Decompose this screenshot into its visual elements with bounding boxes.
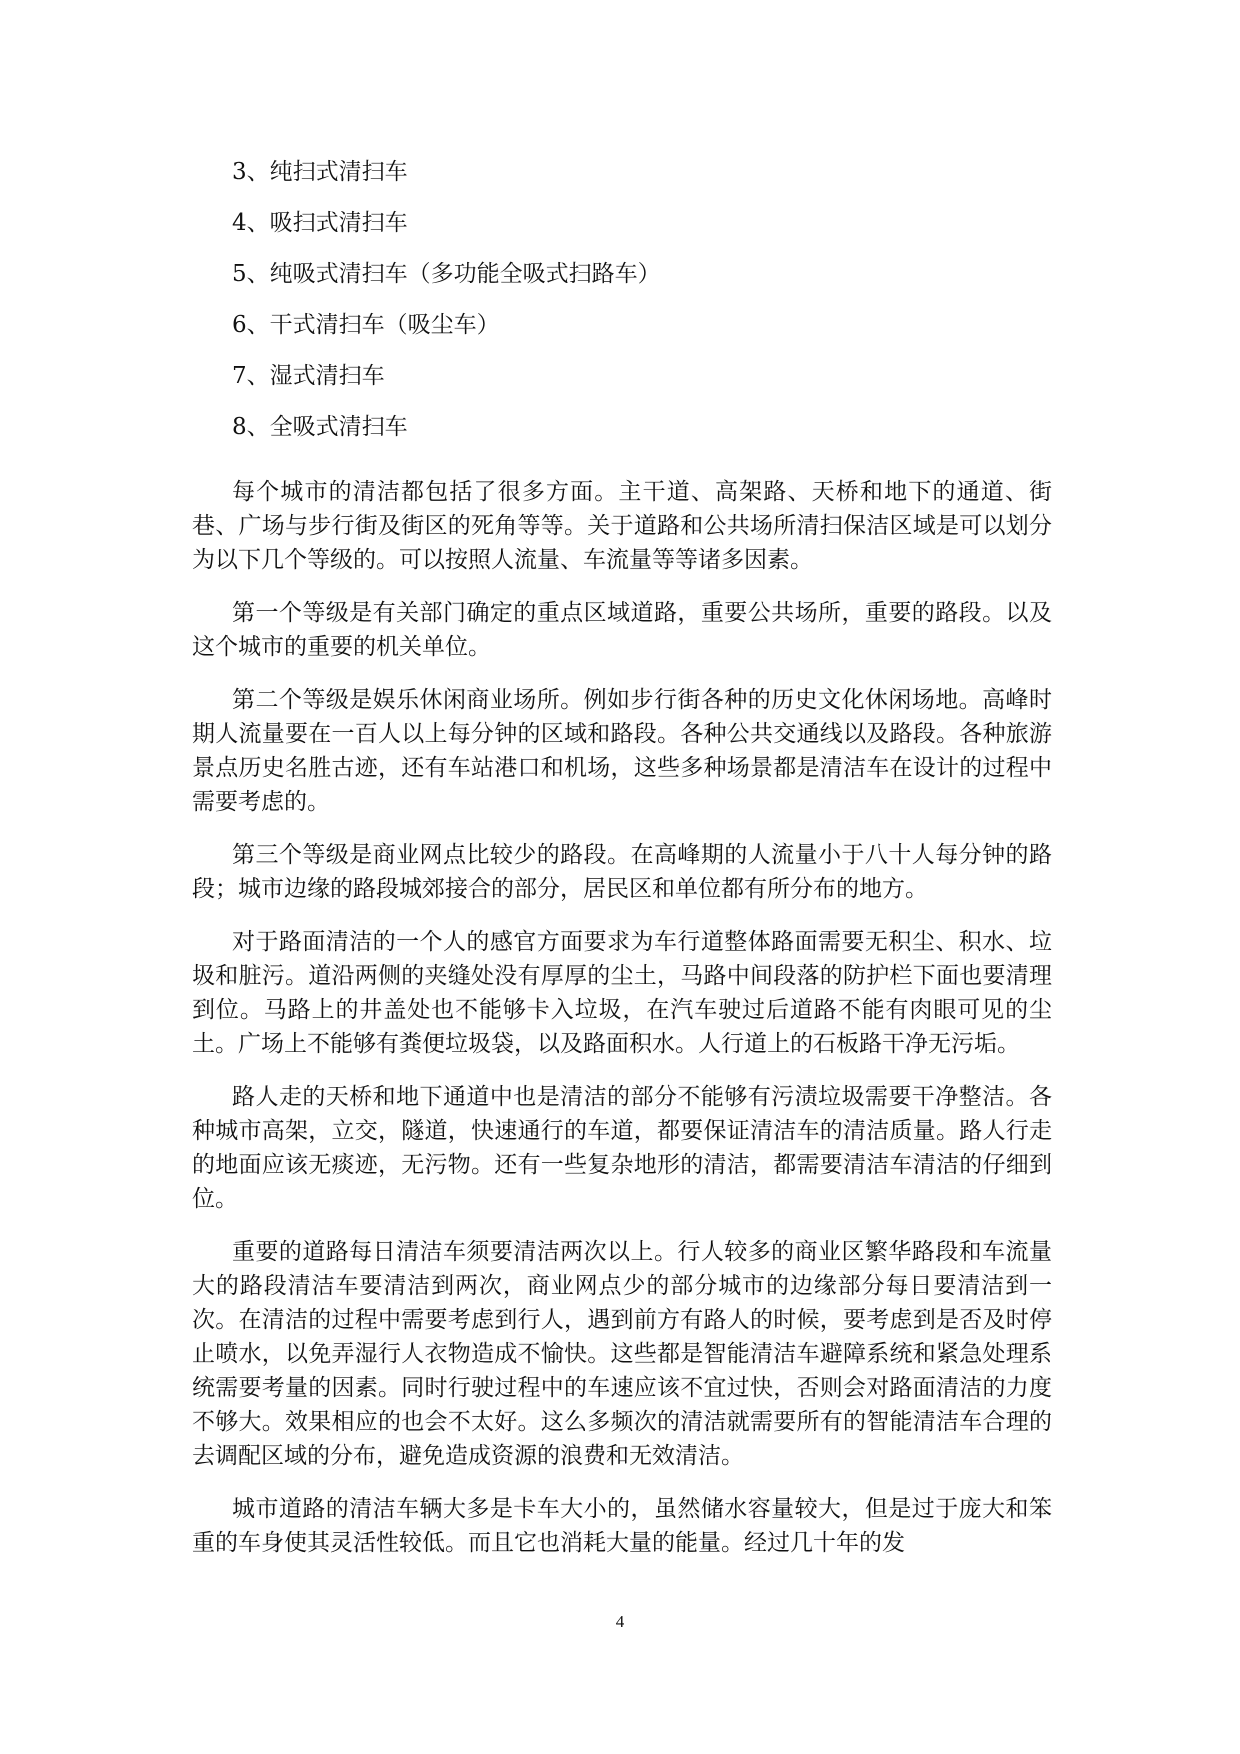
paragraph: 每个城市的清洁都包括了很多方面。主干道、高架路、天桥和地下的通道、街巷、广场与步行街及街区的死角等等。关于道路和公共场所清扫保洁区域是可以划分为以下几个等级的。可以按照人流量、车流量等等诸多因素。 — [192, 479, 1052, 573]
paragraph: 第二个等级是娱乐休闲商业场所。例如步行街各种的历史文化休闲场地。高峰时期人流量要在一百人以上每分钟的区域和路段。各种公共交通线以及路段。各种旅游景点历史名胜古迹，还有车站港口和机场，这些多种场景都是清洁车在设计的过程中需要考虑的。 — [192, 687, 1052, 815]
paragraph: 第三个等级是商业网点比较少的路段。在高峰期的人流量小于八十人每分钟的路段；城市边缘的路段城郊接合的部分，居民区和单位都有所分布的地方。 — [192, 842, 1052, 902]
sweeper-type-list — [232, 158, 661, 464]
paragraph: 第一个等级是有关部门确定的重点区域道路，重要公共场所，重要的路段。以及这个城市的重要的机关单位。 — [192, 600, 1052, 660]
list-item: 3、纯扫式清扫车 — [232, 159, 408, 185]
list-item: 5、纯吸式清扫车（多功能全吸式扫路车） — [232, 261, 661, 287]
paragraph: 城市道路的清洁车辆大多是卡车大小的，虽然储水容量较大，但是过于庞大和笨重的车身使其灵活性较低。而且它也消耗大量的能量。经过几十年的发 — [192, 1496, 1052, 1556]
paragraph: 重要的道路每日清洁车须要清洁两次以上。行人较多的商业区繁华路段和车流量大的路段清洁车要清洁到两次，商业网点少的部分城市的边缘部分每日要清洁到一次。在清洁的过程中需要考虑到行人，遇到前方有路人的时候，要考虑到是否及时停止喷水，以免弄湿行人衣物造成不愉快。这些都是智能清洁车避障系统和紧急处理系统需要考量的因素。同时行驶过程中的车速应该不宜过快，否则会对路面清洁的力度不够大。效果相应的也会不太好。这么多频次的清洁就需要所有的智能清洁车合理的去调配区域的分布，避免造成资源的浪费和无效清洁。 — [192, 1239, 1052, 1469]
body-text — [192, 475, 1052, 1579]
list-item: 6、干式清扫车（吸尘车） — [232, 312, 500, 338]
paragraph: 对于路面清洁的一个人的感官方面要求为车行道整体路面需要无积尘、积水、垃圾和脏污。道沿两侧的夹缝处没有厚厚的尘土，马路中间段落的防护栏下面也要清理到位。马路上的井盖处也不能够卡入垃圾，在汽车驶过后道路不能有肉眼可见的尘土。广场上不能够有粪便垃圾袋，以及路面积水。人行道上的石板路干净无污垢。 — [192, 929, 1052, 1057]
paragraph: 路人走的天桥和地下通道中也是清洁的部分不能够有污渍垃圾需要干净整洁。各种城市高架，立交，隧道，快速通行的车道，都要保证清洁车的清洁质量。路人行走的地面应该无痰迹，无污物。还有一些复杂地形的清洁，都需要清洁车清洁的仔细到位。 — [192, 1084, 1052, 1212]
list-item: 7、湿式清扫车 — [232, 363, 385, 389]
list-item: 8、全吸式清扫车 — [232, 414, 408, 440]
page-number: 4 — [615, 1612, 625, 1631]
list-item: 4、吸扫式清扫车 — [232, 210, 408, 236]
